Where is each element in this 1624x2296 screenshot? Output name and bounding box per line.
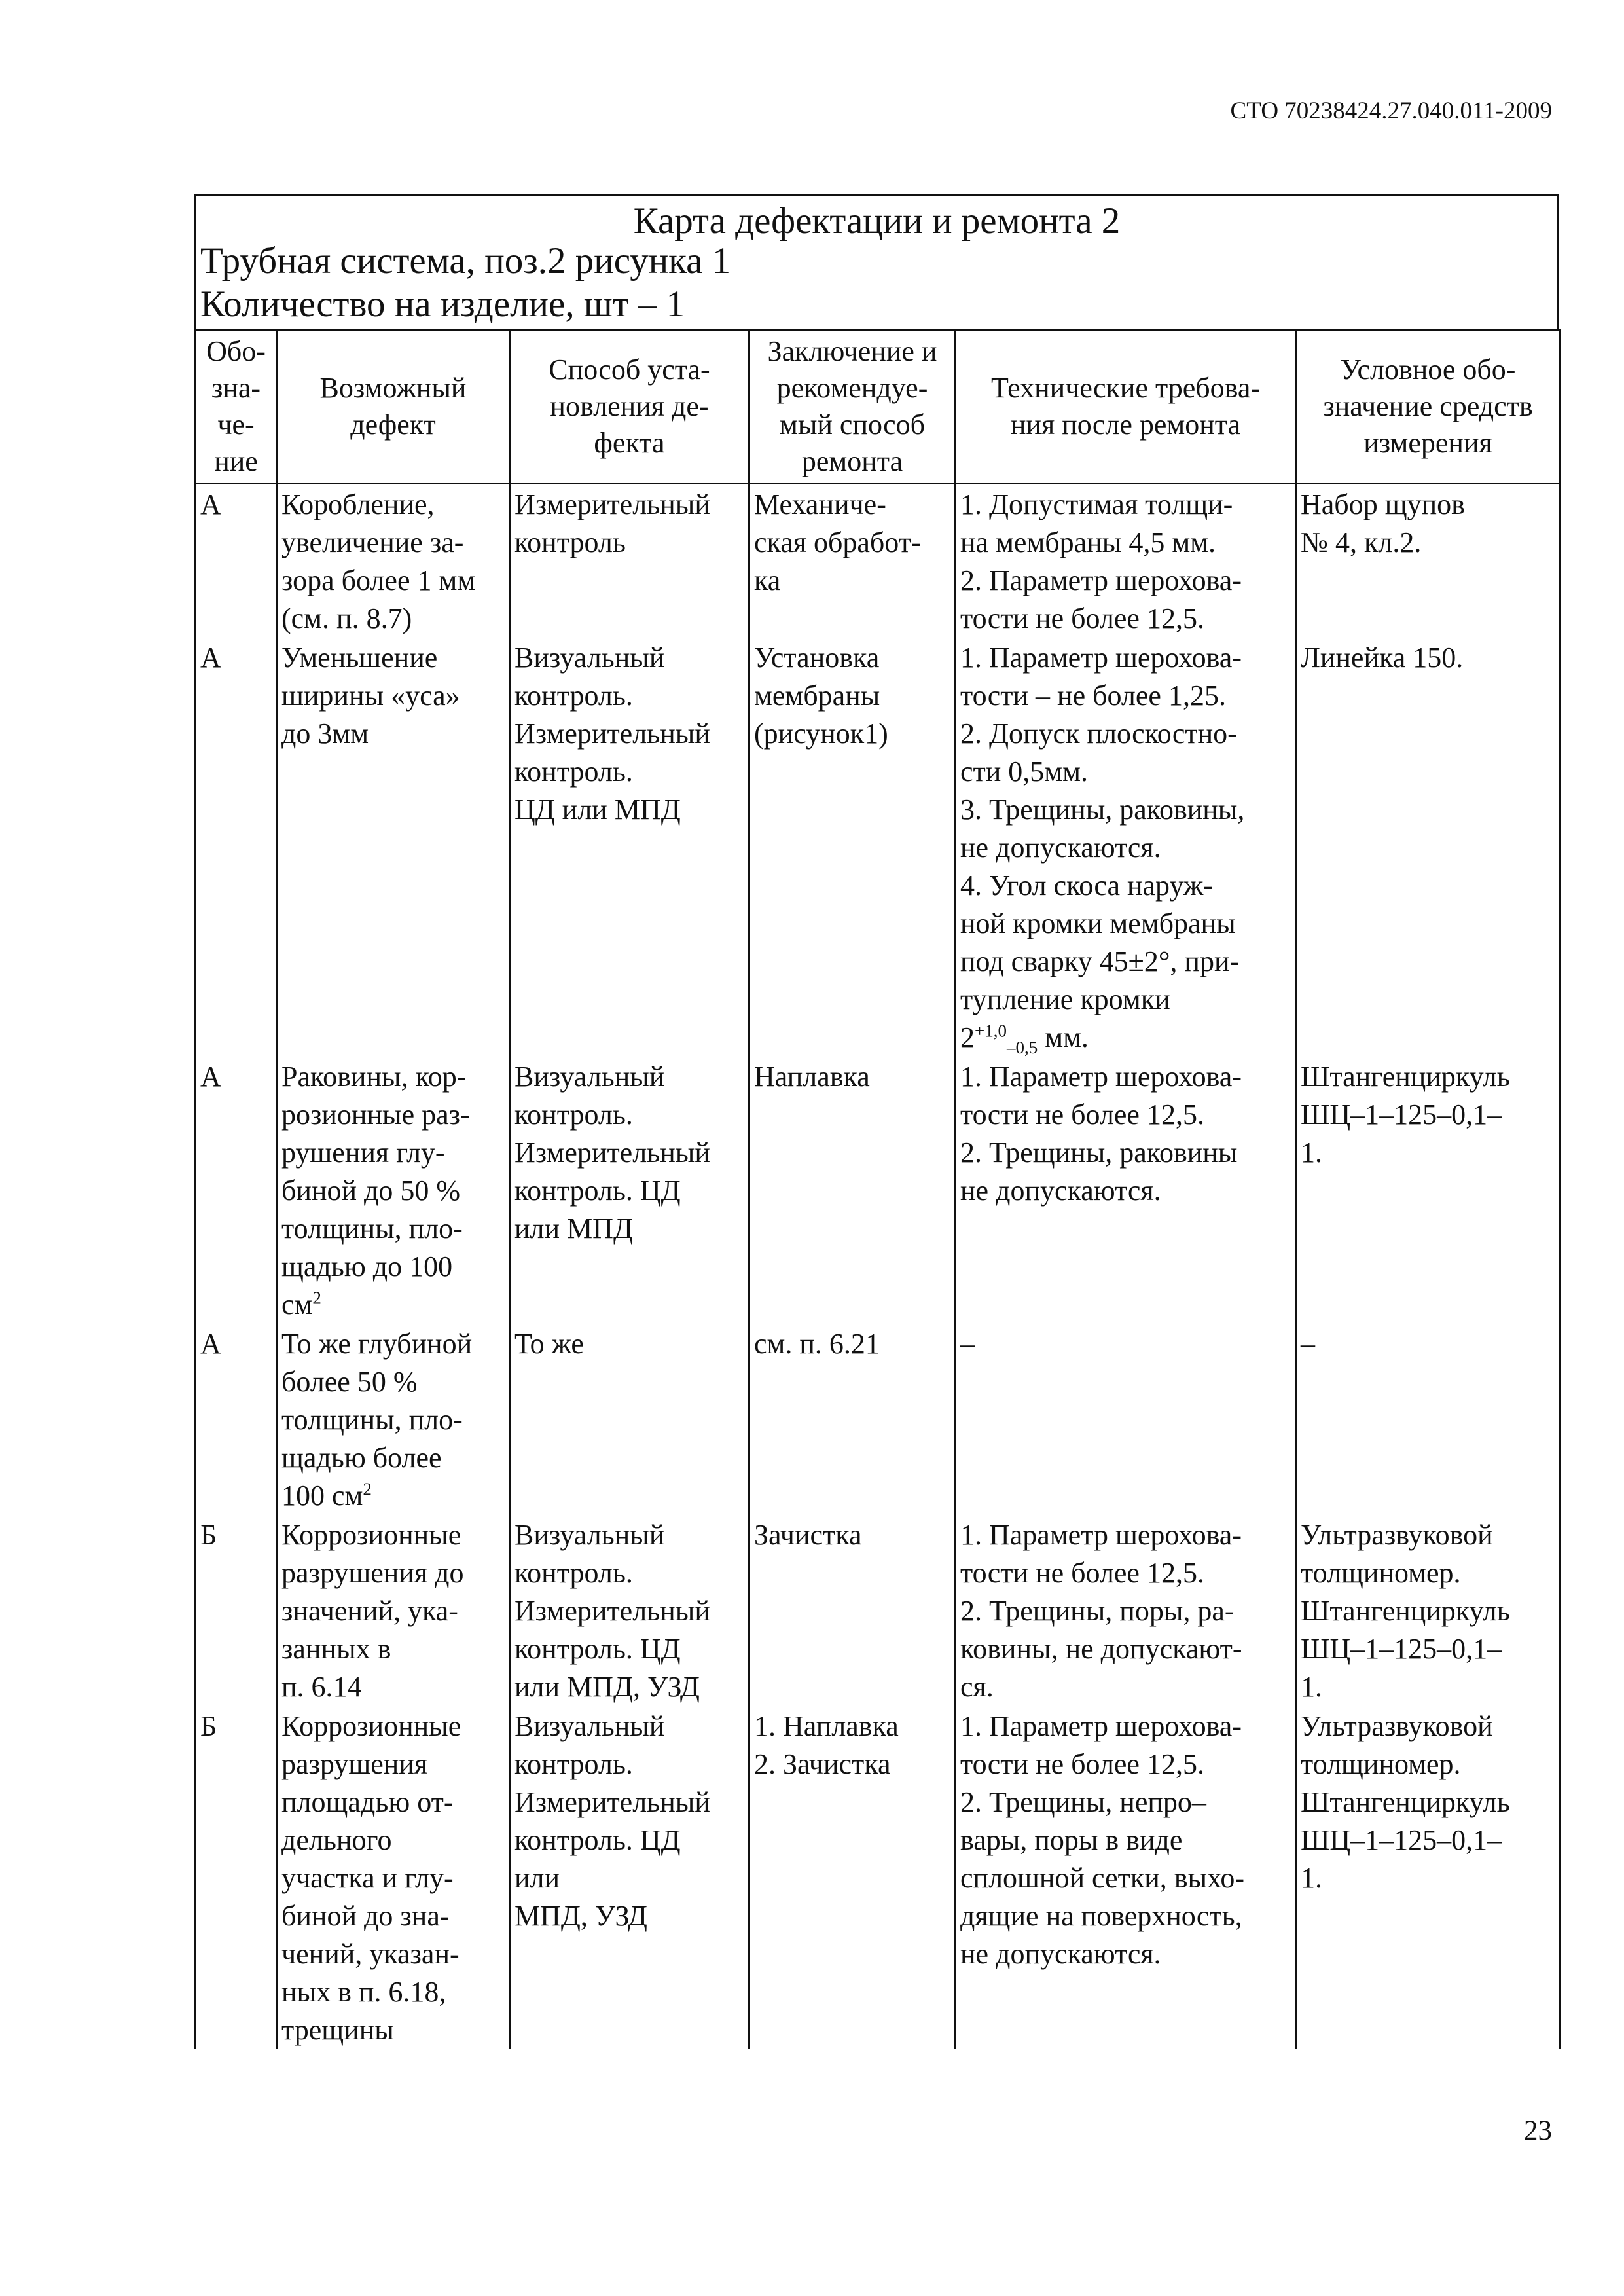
repair-cell: 1. Наплавка 2. Зачистка <box>749 1706 956 2049</box>
tolerance-base: 2 <box>960 1021 975 1053</box>
defect-area-exponent: 2 <box>363 1479 372 1499</box>
requirements-text: 1. Параметр шерохова- тости – не более 1,25. 2. Допуск плоскостно- сти 0,5мм. 3. Трещины, раковины, не допускаются. 4. Угол скоса наруж- ной кромки мембраны под сварку 45±2°, при- тупление кромки <box>960 642 1245 1015</box>
table-header-row <box>196 330 1561 484</box>
defect-repair-table <box>194 329 1561 2049</box>
column-header-defect: Возможный дефект <box>277 330 510 484</box>
column-header-instruments: Условное обо- значение средств измерения <box>1296 330 1561 484</box>
card-quantity: Количество на изделие, шт – 1 <box>200 283 685 325</box>
repair-cell: см. п. 6.21 <box>749 1324 956 1515</box>
column-header-designation: Обо- зна- че- ние <box>196 330 277 484</box>
page-number: 23 <box>1524 2115 1552 2146</box>
instruments-cell: Ультразвуковой толщиномер. Штангенциркуль ШЦ–1–125–0,1– 1. <box>1296 1515 1561 1706</box>
table-row <box>196 1515 1561 1706</box>
table-row <box>196 638 1561 1057</box>
instruments-cell: – <box>1296 1324 1561 1515</box>
table-row <box>196 1324 1561 1515</box>
requirements-cell: 1. Параметр шерохова- тости не более 12,5. 2. Трещины, поры, ра- ковины, не допускают- ся. <box>956 1515 1296 1706</box>
defect-cell <box>277 1324 510 1515</box>
designation-cell: А <box>196 1324 277 1515</box>
requirements-cell: 1. Допустимая толщи- на мембраны 4,5 мм. 2. Параметр шерохова- тости не более 12,5. <box>956 484 1296 638</box>
defect-cell: Коррозионные разрушения до значений, ука- занных в п. 6.14 <box>277 1515 510 1706</box>
column-header-requirements: Технические требова- ния после ремонта <box>956 330 1296 484</box>
column-header-repair: Заключение и рекомендуе- мый способ ремонта <box>749 330 956 484</box>
method-cell: Визуальный контроль. Измерительный контроль. ЦД или МПД, УЗД <box>510 1515 749 1706</box>
table-row <box>196 484 1561 638</box>
repair-cell: Установка мембраны (рисунок1) <box>749 638 956 1057</box>
defect-area-exponent: 2 <box>312 1288 321 1308</box>
defect-text: То же глубиной более 50 % толщины, пло- щадью более 100 см <box>281 1328 473 1512</box>
card-title: Карта дефектации и ремонта 2 <box>633 200 1121 242</box>
tolerance-unit: мм. <box>1038 1021 1089 1053</box>
designation-cell: Б <box>196 1515 277 1706</box>
table-row <box>196 1057 1561 1324</box>
designation-cell: А <box>196 484 277 638</box>
method-cell: То же <box>510 1324 749 1515</box>
defect-text: Раковины, кор- розионные раз- рушения глу- биной до 50 % толщины, пло- щадью до 100 см <box>281 1061 470 1321</box>
defect-cell <box>277 1057 510 1324</box>
designation-cell: А <box>196 1057 277 1324</box>
defect-cell: Уменьшение ширины «уса» до 3мм <box>277 638 510 1057</box>
designation-cell: Б <box>196 1706 277 2049</box>
method-cell: Визуальный контроль. Измерительный контроль. ЦД или МПД <box>510 1057 749 1324</box>
tolerance-upper: +1,0 <box>975 1021 1007 1041</box>
repair-cell: Зачистка <box>749 1515 956 1706</box>
defect-cell: Коробление, увеличение за- зора более 1 мм (см. п. 8.7) <box>277 484 510 638</box>
instruments-cell: Ультразвуковой толщиномер. Штангенциркуль ШЦ–1–125–0,1– 1. <box>1296 1706 1561 2049</box>
method-cell: Измерительный контроль <box>510 484 749 638</box>
table-row <box>196 1706 1561 2049</box>
card-subtitle: Трубная система, поз.2 рисунка 1 <box>200 240 731 282</box>
card-header <box>194 194 1559 329</box>
instruments-cell: Линейка 150. <box>1296 638 1561 1057</box>
repair-cell: Наплавка <box>749 1057 956 1324</box>
requirements-cell <box>956 638 1296 1057</box>
requirements-cell: 1. Параметр шерохова- тости не более 12,5. 2. Трещины, раковины не допускаются. <box>956 1057 1296 1324</box>
tolerance-lower: –0,5 <box>1006 1037 1038 1057</box>
defect-cell: Коррозионные разрушения площадью от- дельного участка и глу- биной до зна- чений, указан- ных в п. 6.18, трещины <box>277 1706 510 2049</box>
instruments-cell: Штангенциркуль ШЦ–1–125–0,1– 1. <box>1296 1057 1561 1324</box>
method-cell: Визуальный контроль. Измерительный контроль. ЦД или МПД <box>510 638 749 1057</box>
designation-cell: А <box>196 638 277 1057</box>
method-cell: Визуальный контроль. Измерительный контроль. ЦД или МПД, УЗД <box>510 1706 749 2049</box>
instruments-cell: Набор щупов № 4, кл.2. <box>1296 484 1561 638</box>
edge-blunting-tolerance <box>960 1019 1291 1057</box>
requirements-cell: – <box>956 1324 1296 1515</box>
requirements-cell: 1. Параметр шерохова- тости не более 12,5. 2. Трещины, непро– вары, поры в виде сплошной сетки, выхо- дящие на поверхность, не допускаются. <box>956 1706 1296 2049</box>
document-code: СТО 70238424.27.040.011-2009 <box>1230 98 1552 124</box>
repair-cell: Механиче- ская обработ- ка <box>749 484 956 638</box>
column-header-method: Способ уста- новления де- фекта <box>510 330 749 484</box>
